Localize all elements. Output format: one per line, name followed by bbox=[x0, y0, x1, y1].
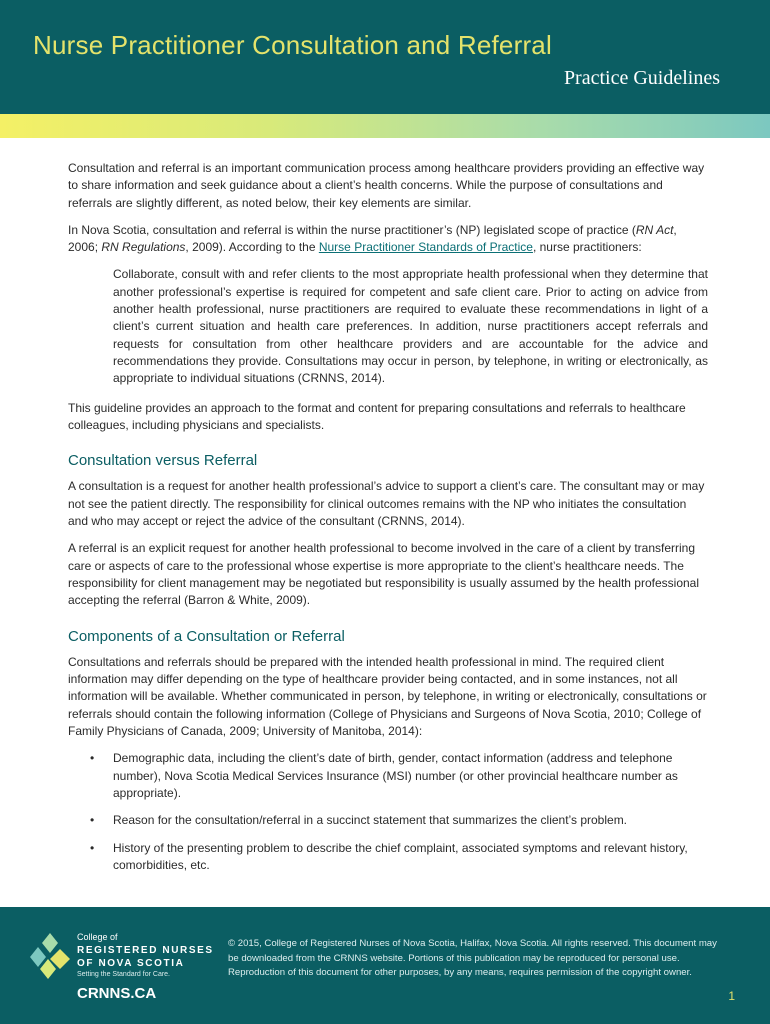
page-number: 1 bbox=[728, 989, 735, 1003]
page-header bbox=[0, 0, 770, 114]
bullet-icon: • bbox=[90, 751, 95, 766]
copyright-notice: © 2015, College of Registered Nurses of Nova Scotia, Halifax, Nova Scotia. All rights reserved. This document may be downloaded from the CRNNS website. Portions of this publication may be reproduced for personal use. Reproduction of this document for other purposes, by any means, requires permission of the copyright owner. bbox=[228, 938, 717, 978]
intro-paragraph: Consultation and referral is an important communication process among healthcare providers providing an effective way to share information and seek guidance about a client’s health concerns. While the purpose of consultations and referrals are slightly different, as noted below, their key elements are similar. bbox=[68, 161, 705, 210]
scope-paragraph: In Nova Scotia, consultation and referral is within the nurse practitioner’s (NP) legislated scope of practice (RN Act, 2006; RN Regulations, 2009). According to the Nurse Practitioner Standards of Practice, nurse practitioners: bbox=[68, 222, 677, 255]
list-item: • Demographic data, including the client’s date of birth, gender, contact information (address and telephone number), Nova Scotia Medical Services Insurance (MSI) number (or other provincial healthcare number as appropriate). bbox=[90, 751, 678, 800]
college-logo-text: College of REGISTERED NURSES OF NOVA SCOTIA Setting the Standard for Care. bbox=[77, 932, 214, 978]
bullet-icon: • bbox=[90, 813, 95, 828]
components-paragraph: Consultations and referrals should be prepared with the intended health professional in mind. The required client information may differ depending on the type of healthcare provider being contacted, and in some instances, not all information will be available. Whether communicated in person, by telephone, in writing or electronically, consultations or referrals should contain the following information (College of Physicians and Surgeons of Nova Scotia, 2010; College of Family Physicians of Canada, 2009; University of Manitoba, 2014): bbox=[68, 654, 707, 739]
document-subtitle: Practice Guidelines bbox=[563, 67, 720, 89]
section-heading-consultation-vs-referral: Consultation versus Referral bbox=[68, 452, 258, 470]
bullet-icon: • bbox=[90, 840, 95, 855]
list-item: • Reason for the consultation/referral in a succinct statement that summarizes the client’s problem. bbox=[68, 812, 708, 829]
list-item: • History of the presenting problem to describe the chief complaint, associated symptoms and relevant history, comorbidities, etc. bbox=[90, 840, 688, 872]
referral-paragraph: A referral is an explicit request for another health professional to become involved in the care of a client by transferring care or aspects of care to the professional whose expertise is more appropriate to the client’s healthcare needs. The responsibility for client management may be negotiated but responsibility is usually assumed by the health professional accepting the referral (Barron & White, 2009). bbox=[68, 541, 700, 608]
page-footer bbox=[0, 907, 770, 1024]
consultation-paragraph: A consultation is a request for another health professional’s advice to support a client’s care. The consultant may or may not see the patient directly. The responsibility for clinical outcomes remains with the NP who initiates the consultation and who may accept or reject the advice of the consultant (CRNNS, 2014). bbox=[68, 479, 705, 529]
crnns-logo-icon bbox=[30, 933, 70, 983]
components-list bbox=[68, 750, 708, 874]
website-link[interactable]: CRNNS.CA bbox=[77, 985, 157, 1002]
section-heading-components: Components of a Consultation or Referral bbox=[68, 627, 345, 645]
gradient-divider-bar bbox=[0, 114, 770, 138]
guideline-paragraph: This guideline provides an approach to the format and content for preparing consultations and referrals to healthcare colleagues, including physicians and specialists. bbox=[68, 400, 686, 432]
np-standards-link[interactable]: Nurse Practitioner Standards of Practice bbox=[318, 240, 533, 255]
document-title: Nurse Practitioner Consultation and Referral bbox=[33, 30, 552, 60]
standards-quote: Collaborate, consult with and refer clients to the most appropriate health professional when they determine that another professional’s expertise is required for competent and safe client care. Prior to acting on advice from another health professional, nurse practitioners are required to evaluate these recommendations in light of a client’s current situation and health care preferences. In addition, nurse practitioners accept referrals and requests for consultation from other healthcare providers and are accountable for the advice and recommendations they provide. Consultations may occur in person, by telephone, in writing or electronically, as appropriate to individual situations (CRNNS, 2014). bbox=[113, 267, 708, 386]
document-body bbox=[68, 160, 708, 884]
